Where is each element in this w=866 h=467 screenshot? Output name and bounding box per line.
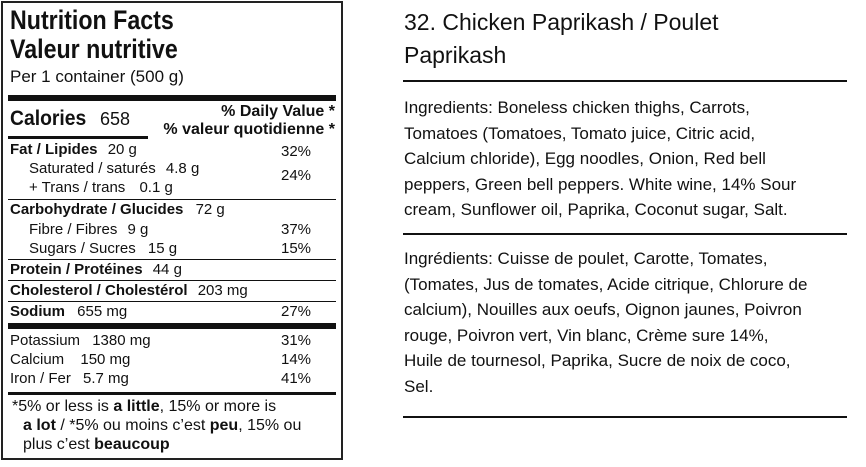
cholesterol-amount: 203 mg xyxy=(197,282,248,299)
calcium-dv: 14% xyxy=(281,351,312,368)
daily-value-header-en: % Daily Value * xyxy=(221,103,335,120)
protein-label: Protein / Protéines xyxy=(10,261,143,278)
footnote-text: *5% or less is xyxy=(12,398,114,415)
divider xyxy=(403,233,847,235)
calories-value: 658 xyxy=(100,109,131,129)
nutrition-title-fr: Valeur nutritive xyxy=(10,34,178,64)
nutrition-title-en: Nutrition Facts xyxy=(10,5,174,35)
divider xyxy=(8,136,148,139)
iron-dv: 41% xyxy=(281,370,312,387)
footnote-line-2 xyxy=(23,417,301,435)
footnote-text: , 15% or more is xyxy=(159,398,277,415)
carbohydrate-label: Carbohydrate / Glucides xyxy=(10,201,184,218)
ingredients-en-line: Ingredients: Boneless chicken thighs, Carrots, xyxy=(404,98,750,117)
ingredients-fr-line: (Tomates, Jus de tomates, Acide citrique, Chlorure de xyxy=(404,274,808,294)
cholesterol-row xyxy=(10,282,248,299)
ingredients-en xyxy=(404,95,859,223)
divider xyxy=(8,95,336,101)
daily-value-header-fr: % valeur quotidienne * xyxy=(163,121,335,138)
potassium-row xyxy=(10,332,151,349)
protein-row xyxy=(10,261,182,278)
saturated-label: Saturated / saturés xyxy=(29,160,156,177)
ingredients-fr-line: Sel. xyxy=(404,376,434,396)
sugars-dv: 15% xyxy=(281,240,312,257)
footnote-emphasis: a lot xyxy=(23,417,56,434)
divider xyxy=(8,301,336,302)
sodium-row xyxy=(10,303,127,320)
saturated-row xyxy=(29,160,199,177)
footnote-line-1 xyxy=(12,398,276,416)
divider xyxy=(8,392,336,395)
ingredients-fr-line: Huile de tournesol, Paprika, Sucre de noix de coco, xyxy=(404,351,791,370)
iron-amount: 5.7 mg xyxy=(83,370,129,387)
saturated-amount: 4.8 g xyxy=(165,160,200,177)
fat-label: Fat / Lipides xyxy=(10,141,98,158)
nutrition-facts-label xyxy=(1,1,343,460)
ingredients-en-line: peppers, Green bell peppers. White wine, 14% Sour xyxy=(404,174,797,194)
ingredients-en-line: Calcium chloride), Egg noodles, Onion, Red bell xyxy=(404,149,766,168)
cholesterol-label: Cholesterol / Cholestérol xyxy=(10,282,188,299)
recipe-title-line-2: Paprikash xyxy=(404,42,507,68)
iron-label: Iron / Fer xyxy=(10,370,71,387)
fibre-row xyxy=(29,221,148,238)
divider xyxy=(403,80,847,82)
trans-amount: 0.1 g xyxy=(139,179,173,196)
divider xyxy=(8,259,336,260)
potassium-amount: 1380 mg xyxy=(92,332,151,349)
calories-label: Calories xyxy=(10,107,87,130)
footnote-emphasis: beaucoup xyxy=(94,436,170,453)
potassium-label: Potassium xyxy=(10,332,81,349)
fat-row xyxy=(10,141,137,158)
ingredients-en-line: cream, Sunflower oil, Paprika, Coconut sugar, Salt. xyxy=(404,200,788,219)
divider xyxy=(8,323,336,329)
sodium-amount: 655 mg xyxy=(77,303,128,320)
fat-dv: 32% xyxy=(281,143,312,160)
sodium-label: Sodium xyxy=(10,303,65,320)
fibre-label: Fibre / Fibres xyxy=(29,221,118,238)
protein-amount: 44 g xyxy=(152,261,182,278)
sugars-row xyxy=(29,240,177,257)
footnote-text: plus c’est xyxy=(23,436,95,453)
fibre-amount: 9 g xyxy=(127,221,149,238)
carbohydrate-row xyxy=(10,201,225,218)
potassium-dv: 31% xyxy=(281,332,312,349)
divider xyxy=(403,416,847,418)
recipe-title-line-1: 32. Chicken Paprikash / Poulet xyxy=(404,9,719,35)
calcium-amount: 150 mg xyxy=(80,351,131,368)
ingredients-fr xyxy=(404,246,859,399)
fibre-dv: 37% xyxy=(281,221,312,238)
ingredients-fr-line: rouge, Poivron vert, Vin blanc, Crème sure 14%, xyxy=(404,325,769,345)
ingredients-en-line: Tomatoes (Tomatoes, Tomato juice, Citric acid, xyxy=(404,123,756,143)
sugars-label: Sugars / Sucres xyxy=(29,240,136,257)
divider xyxy=(8,280,336,281)
ingredients-fr-line: Ingrédients: Cuisse de poulet, Carotte, Tomates, xyxy=(404,249,768,268)
recipe-title xyxy=(404,6,844,72)
divider xyxy=(8,199,336,200)
footnote-text: / *5% ou moins c’est xyxy=(55,417,210,434)
sugars-amount: 15 g xyxy=(147,240,178,257)
calcium-row xyxy=(10,351,130,368)
calcium-label: Calcium xyxy=(10,351,65,368)
sat-trans-dv: 24% xyxy=(281,167,312,184)
ingredients-fr-line: calcium), Nouilles aux oeufs, Oignon jaunes, Poivron xyxy=(404,300,802,319)
sodium-dv: 27% xyxy=(281,303,312,320)
footnote-emphasis: a little xyxy=(113,398,160,415)
footnote-line-3 xyxy=(23,436,170,454)
trans-row xyxy=(29,179,173,196)
trans-label: + Trans / trans xyxy=(29,179,126,196)
iron-row xyxy=(10,370,129,387)
footnote-text: , 15% ou xyxy=(238,417,302,434)
footnote-emphasis: peu xyxy=(209,417,239,434)
carbohydrate-amount: 72 g xyxy=(195,201,225,218)
serving-size: Per 1 container (500 g) xyxy=(10,67,184,86)
fat-amount: 20 g xyxy=(107,141,137,158)
